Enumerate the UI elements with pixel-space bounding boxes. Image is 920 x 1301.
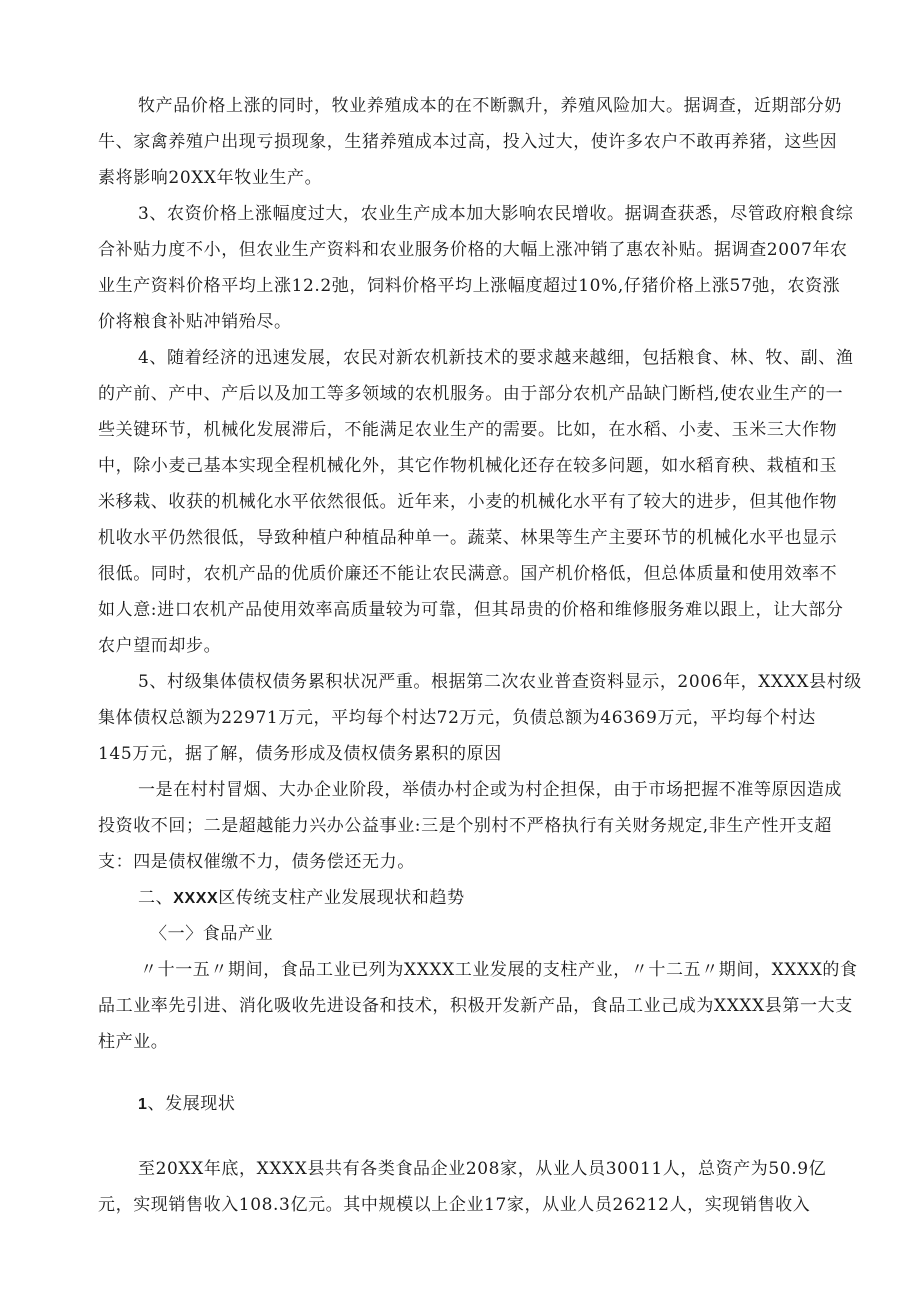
section-heading-prefix: 二、 bbox=[138, 888, 174, 908]
text-line: 支：四是债权催缴不力，债务偿还无力。 bbox=[98, 852, 415, 872]
text-line: 些关键环节，机械化发展滞后，不能满足农业生产的需要。比如，在水稻、小麦、玉米三大作物 bbox=[98, 420, 838, 440]
sub-heading-text: 、发展现状 bbox=[147, 1094, 236, 1114]
section-heading bbox=[0, 885, 920, 912]
text-line: 柱产业。 bbox=[98, 1032, 169, 1052]
section-heading-bold: XXXX bbox=[173, 890, 219, 907]
text-line: 3、农资价格上涨幅度过大，农业生产成本加大影响农民增收。据调查获悉，尽管政府粮食综 bbox=[138, 204, 854, 224]
text-line: 素将影响20XX年牧业生产。 bbox=[98, 168, 323, 188]
text-line: 品工业率先引进、消化吸收先进设备和技术，积极开发新产品，食品工业己成为XXXX县第一大支 bbox=[98, 996, 853, 1016]
text-line: 牧产品价格上涨的同时，牧业养殖成本的在不断飘升，养殖风险加大。据调查，近期部分奶 bbox=[138, 96, 842, 116]
text-line: 米移栽、收获的机械化水平依然很低。近年来，小麦的机械化水平有了较大的进步，但其他作物 bbox=[98, 492, 838, 512]
text-line: 集体债权总额为22971万元，平均每个村达72万元，负债总额为46369万元，平均每个村达 bbox=[98, 708, 816, 728]
text-line: 价将粮食补贴冲销殆尽。 bbox=[98, 312, 292, 332]
text-line: 元，实现销售收入108.3亿元。其中规模以上企业17家，从业人员26212人，实现销售收入 bbox=[98, 1195, 811, 1215]
text-line: 一是在村村冒烟、大办企业阶段，举债办村企或为村企担保，由于市场把握不准等原因造成 bbox=[138, 780, 842, 800]
sub-heading bbox=[0, 1091, 920, 1118]
text-line: 中，除小麦己基本实现全程机械化外，其它作物机械化还存在较多问题，如水稻育秧、栽植和玉 bbox=[98, 456, 838, 476]
text-line: 的产前、产中、产后以及加工等多领域的农机服务。由于部分农机产品缺门断档,使农业生产的一 bbox=[98, 384, 844, 404]
text-line: 如人意:进口农机产品使用效率高质量较为可靠，但其昂贵的价格和维修服务难以跟上，让大部分 bbox=[98, 600, 844, 620]
text-line: 4、随着经济的迅速发展，农民对新农机新技术的要求越来越细，包括粮食、林、牧、副、渔 bbox=[138, 348, 854, 368]
text-line: 牛、家禽养殖户出现亏损现象，生猪养殖成本过高，投入过大，使许多农户不敢再养猪，这些因 bbox=[98, 132, 838, 152]
text-line: 合补贴力度不小，但农业生产资料和农业服务价格的大幅上涨冲销了惠农补贴。据调查2007年农 bbox=[98, 240, 848, 260]
text-line: 业生产资料价格平均上涨12.2弛，饲料价格平均上涨幅度超过10%,仔猪价格上涨57弛，农资涨 bbox=[98, 276, 841, 296]
text-line: 农户望而却步。 bbox=[98, 636, 222, 656]
section-heading-suffix: 区传统支柱产业发展现状和趋势 bbox=[218, 888, 465, 908]
text-line: 机收水平仍然很低，导致种植户种植品种单一。蔬菜、林果等生产主要环节的机械化水平也显示 bbox=[98, 528, 838, 548]
text-line: 5、村级集体债权债务累积状况严重。根据第二次农业普查资料显示，2006年，XXXX县村级 bbox=[138, 672, 862, 692]
text-line: 〃十一五〃期间，食品工业已列为XXXX工业发展的支柱产业，〃十二五〃期间，XXXX的食 bbox=[140, 960, 858, 980]
text-line: 145万元，据了解，债务形成及债权债务累积的原因 bbox=[98, 744, 502, 764]
text-line: 很低。同时，农机产品的优质价廉还不能让农民满意。国产机价格低，但总体质量和使用效率不 bbox=[98, 564, 838, 584]
sub-heading-number: 1 bbox=[138, 1096, 148, 1113]
subsection-heading: 〈一〉食品产业 bbox=[150, 924, 274, 944]
text-line: 至20XX年底，XXXX县共有各类食品企业208家，从业人员30011人，总资产为50.9亿 bbox=[138, 1159, 827, 1179]
text-line: 投资收不回；二是超越能力兴办公益事业:三是个别村不严格执行有关财务规定,非生产性开支超 bbox=[98, 816, 832, 836]
